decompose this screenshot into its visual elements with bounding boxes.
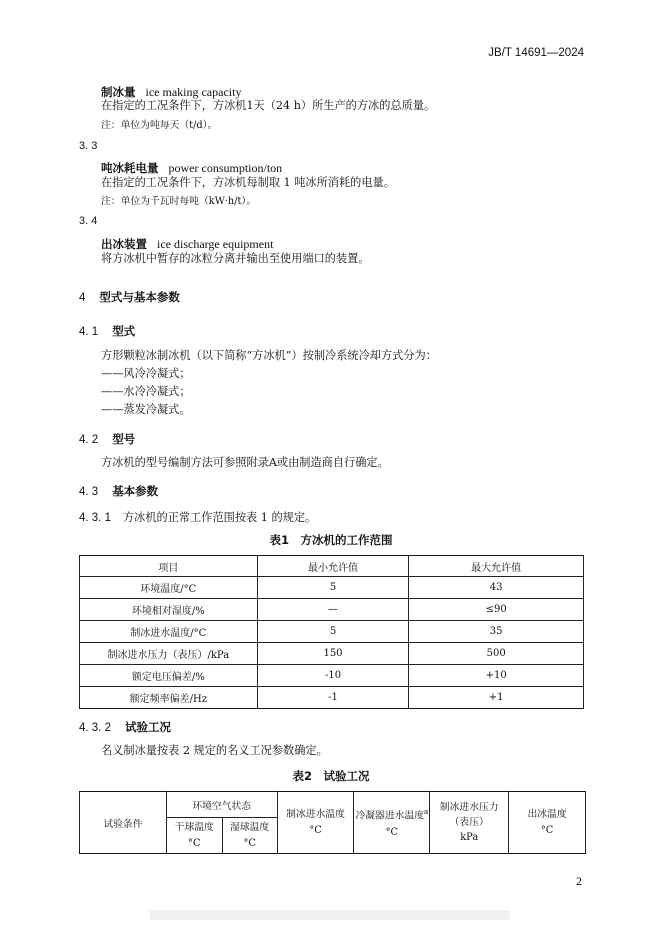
header-line: 湿球温度 (230, 821, 270, 833)
table-row (80, 621, 584, 643)
list-item: ——水冷冷凝式； (101, 385, 191, 398)
table-cell: 150 (257, 643, 409, 665)
definition-ice-making-capacity: 在指定的工况条件下，方冰机1天（24 h）所生产的方冰的总质量。 (101, 99, 436, 112)
header-ambient-air: 环境空气状态 (166, 792, 277, 818)
unit-celsius: °C (188, 837, 201, 849)
table-cell: 额定频率偏差/Hz (80, 687, 258, 709)
section-4-1-heading (79, 320, 135, 339)
table-cell: 5 (257, 577, 409, 599)
table-cell: 环境温度/°C (80, 577, 258, 599)
unit-celsius: °C (309, 824, 322, 836)
header-wet-bulb (222, 818, 277, 854)
table-row (80, 665, 584, 687)
term-cn: 出冰装置 (101, 237, 147, 251)
section-4-heading (79, 286, 180, 305)
table-row (80, 599, 584, 621)
footer-watermark-bar (150, 910, 510, 920)
header-line: （表压） (449, 817, 489, 828)
table-cell: 43 (409, 577, 584, 599)
standard-number: JB/T 14691—2024 (488, 47, 584, 59)
section-number: 4. 3 (79, 486, 99, 498)
header-inlet-water-pressure (430, 792, 509, 854)
footnote-mark: a (424, 808, 429, 817)
table-cell: 环境相对湿度/% (80, 599, 258, 621)
table-header-row (80, 792, 586, 818)
definition-power-consumption: 在指定的工况条件下，方冰机每制取 1 吨冰所消耗的电量。 (101, 176, 395, 189)
section-4-1-intro: 方形颗粒冰制冰机（以下简称“方冰机”）按制冷系统冷却方式分为： (101, 349, 437, 362)
header-line: 制冰进水温度 (286, 808, 345, 820)
table-cell: +10 (409, 665, 584, 687)
note-unit-power: 注：单位为千瓦时每吨（kW·h/t）。 (101, 196, 257, 207)
table1-caption: 表1 方冰机的工作范围 (269, 533, 393, 547)
list-item: ——蒸发冷凝式。 (101, 403, 191, 416)
term-en: power consumption/ton (168, 161, 283, 175)
note-unit-ice-making: 注：单位为吨每天（t/d）。 (101, 120, 218, 131)
section-number: 4. 3. 1 (79, 512, 111, 524)
header-inlet-water-temp (277, 792, 354, 854)
table-row (80, 643, 584, 665)
header-test-condition: 试验条件 (80, 792, 167, 854)
header-line: 干球温度 (174, 821, 214, 833)
section-number: 4 (79, 292, 86, 304)
unit-celsius: °C (385, 826, 399, 838)
unit-celsius: °C (243, 837, 256, 849)
header-line: 冷凝器进水温度 (355, 810, 425, 822)
section-4-2-text: 方冰机的型号编制方法可参照附录A或由制造商自行确定。 (101, 456, 389, 469)
section-4-3-2-text: 名义制冰量按表 2 规定的名义工况参数确定。 (101, 744, 328, 757)
table-cell: 5 (257, 621, 409, 643)
table-cell: — (257, 599, 409, 621)
section-title: 型式 (112, 324, 136, 338)
unit-celsius: °C (540, 824, 554, 836)
table-cell: ≤90 (409, 599, 584, 621)
section-text: 方冰机的正常工作范围按表 1 的规定。 (122, 511, 317, 524)
table2 (79, 791, 586, 854)
definition-ice-discharge: 将方冰机中暂存的冰粒分离并输出至使用端口的装置。 (101, 252, 370, 265)
section-4-3-1 (79, 506, 316, 525)
section-4-3-heading (79, 480, 158, 499)
table-header-row (80, 556, 584, 577)
table-cell: +1 (409, 687, 584, 709)
term-en: ice making capacity (145, 85, 242, 99)
section-title: 型号 (112, 432, 136, 446)
term-cn: 吨冰耗电量 (101, 161, 159, 175)
section-4-3-2-heading (79, 716, 171, 735)
term-cn: 制冰量 (101, 85, 136, 99)
section-number: 4. 3. 2 (79, 722, 111, 734)
header-outlet-ice-temp (509, 792, 586, 854)
table-cell: -10 (257, 665, 409, 687)
table2-caption: 表2 试验工况 (292, 769, 370, 783)
section-number: 4. 1 (79, 326, 99, 338)
header-line: 制冰进水压力 (439, 802, 499, 813)
header-condenser-water-temp (354, 792, 430, 854)
clause-number-3-3: 3. 3 (79, 140, 98, 152)
table-row (80, 687, 584, 709)
unit-kpa: kPa (460, 832, 479, 843)
table-cell: 35 (409, 621, 584, 643)
table-cell: -1 (257, 687, 409, 709)
table-cell: 制冰进水温度/°C (80, 621, 258, 643)
section-4-2-heading (79, 428, 135, 447)
table-header-cell: 项目 (80, 556, 258, 577)
clause-number-3-4: 3. 4 (79, 215, 98, 227)
table-header-cell: 最大允许值 (409, 556, 584, 577)
table-cell: 500 (409, 643, 584, 665)
page-number: 2 (576, 874, 582, 888)
table1 (79, 555, 584, 709)
section-title: 基本参数 (112, 484, 159, 498)
header-line: 出冰温度 (527, 808, 567, 820)
section-title: 试验工况 (124, 720, 171, 734)
table-row (80, 577, 584, 599)
list-item: ——风冷冷凝式； (101, 367, 191, 380)
section-title: 型式与基本参数 (99, 290, 180, 304)
table-header-cell: 最小允许值 (257, 556, 409, 577)
table-cell: 额定电压偏差/% (80, 665, 258, 687)
header-dry-bulb (166, 818, 222, 854)
section-number: 4. 2 (79, 434, 99, 446)
term-en: ice discharge equipment (157, 237, 274, 251)
table-cell: 制冰进水压力（表压）/kPa (80, 643, 258, 665)
